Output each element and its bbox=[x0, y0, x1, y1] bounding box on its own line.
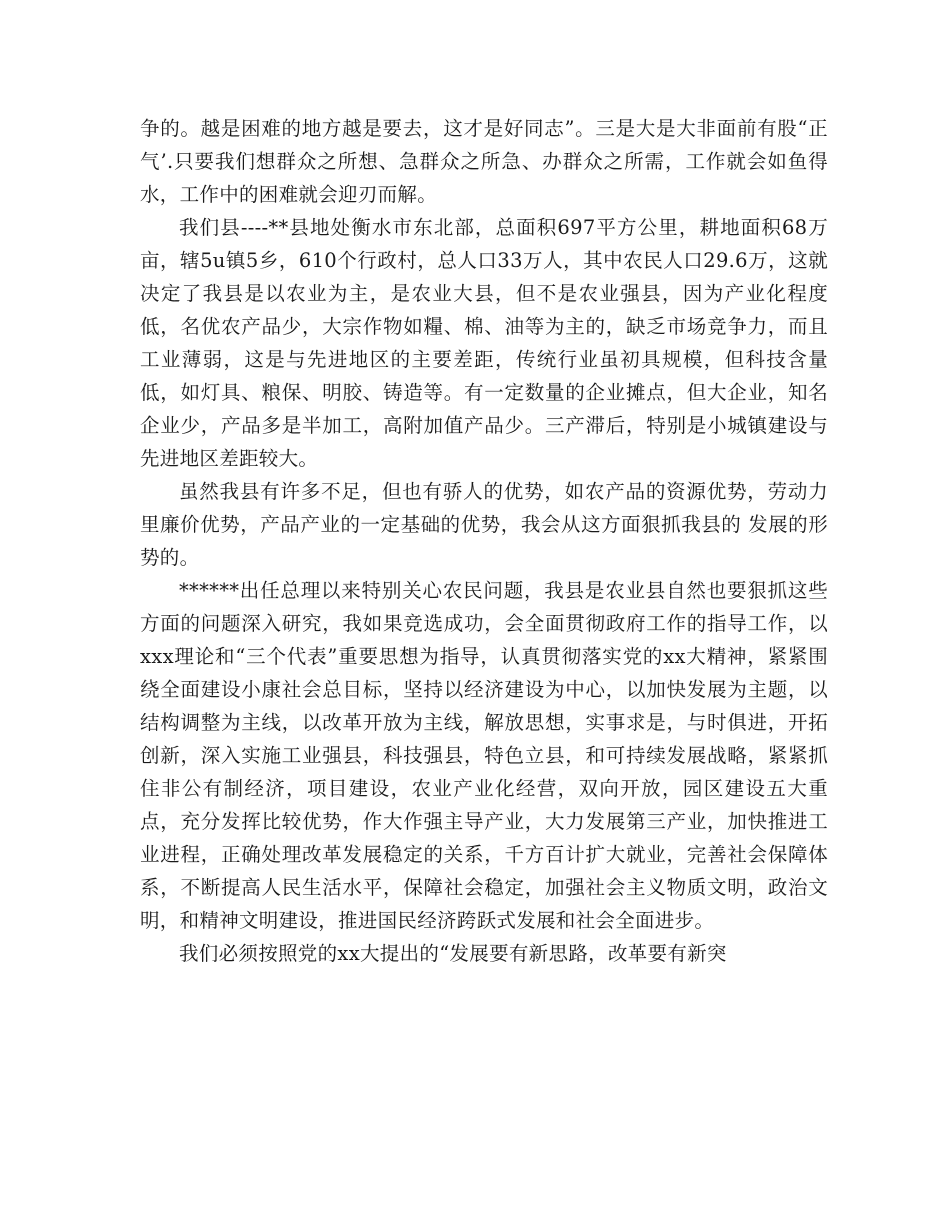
document-page bbox=[140, 112, 828, 970]
paragraph-4: ******出任总理以来特别关心农民问题，我县是农业县自然也要狠抓这些方面的问题深入研究，我如果竞选成功，会全面贯彻政府工作的指导工作，以xxx理论和“三个代表”重要思想为指导，认真贯彻落实党的xx大精神，紧紧围绕全面建设小康社会总目标，坚持以经济建设为中心，以加快发展为主题，以结构调整为主线，以改革开放为主线，解放思想，实事求是，与时俱进，开拓创新，深入实施工业强县，科技强县，特色立县，和可持续发展战略，紧紧抓住非公有制经济，项目建设，农业产业化经营，双向开放，园区建设五大重点，充分发挥比较优势，作大作强主导产业，大力发展第三产业，加快推进工业进程，正确处理改革发展稳定的关系，千方百计扩大就业，完善社会保障体系，不断提高人民生活水平，保障社会稳定，加强社会主义物质文明，政治文明，和精神文明建设，推进国民经济跨跃式发展和社会全面进步。 bbox=[140, 579, 828, 932]
paragraph-2: 我们县----**县地处衡水市东北部，总面积697平方公里，耕地面积68万亩，辖5u镇5乡，610个行政村，总人口33万人，其中农民人口29.6万，这就决定了我县是以农业为主，是农业大县，但不是农业强县，因为产业化程度低，名优农产品少，大宗作物如糧、棉、油等为主的，缺乏市场竞争力，而且工业薄弱，这是与先进地区的主要差距，传统行业虽初具规模，但科技含量低，如灯具、粮保、明胶、铸造等。有一定数量的企业摊点，但大企业，知名企业少，产品多是半加工，高附加值产品少。三产滞后，特别是小城镇建设与先进地区差距较大。 bbox=[140, 216, 828, 470]
paragraph-5: 我们必须按照党的xx大提出的“发展要有新思路，改革要有新突 bbox=[179, 942, 727, 965]
paragraph-1: 争的。越是困难的地方越是要去，这才是好同志”。三是大是大非面前有股“正气’.只要我们想群众之所想、急群众之所急、办群众之所需，工作就会如鱼得水，工作中的困难就会迎刃而解。 bbox=[140, 117, 828, 206]
paragraph-3: 虽然我县有许多不足，但也有骄人的优势，如农产品的资源优势，劳动力里廉价优势，产品产业的一定基础的优势，我会从这方面狠抓我县的 发展的形势的。 bbox=[140, 480, 828, 569]
